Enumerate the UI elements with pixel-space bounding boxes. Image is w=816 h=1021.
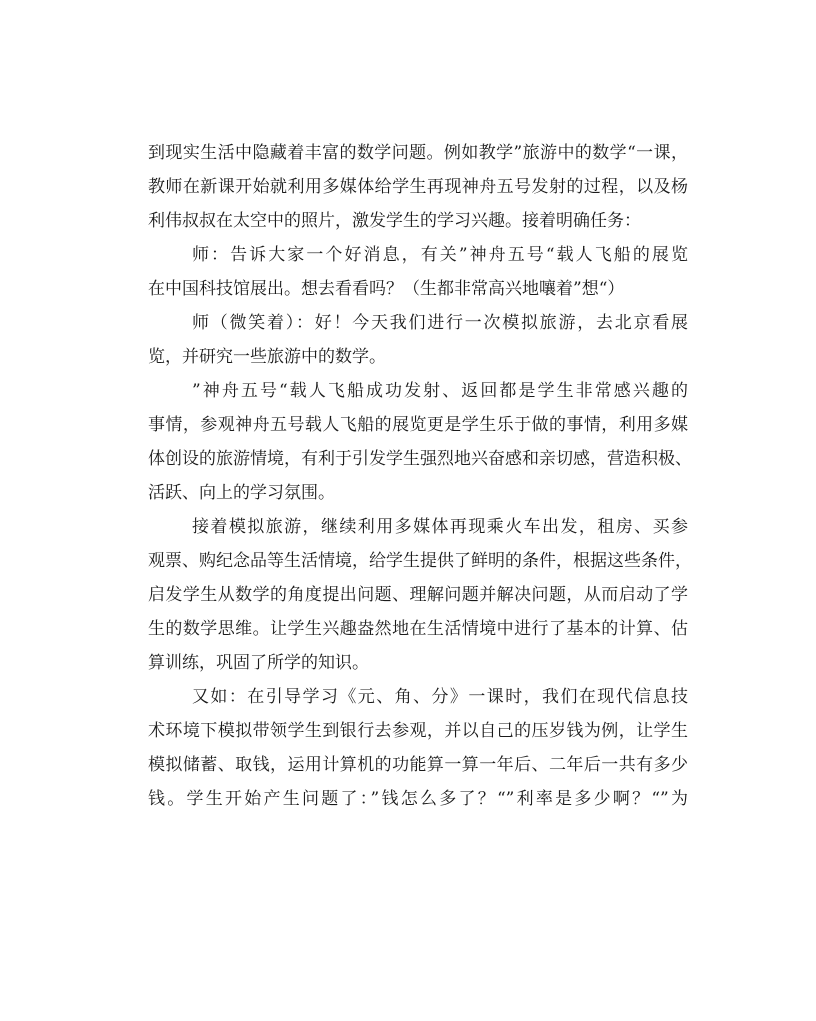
text-line-18: 术环境下模拟带领学生到银行去参观，并以自己的压岁钱为例，让学生 — [148, 721, 688, 741]
text-line-4: 师：告诉大家一个好消息，有关”神舟五号“载人飞船的展览 — [192, 245, 688, 265]
text-line-5: 在中国科技馆展出。想去看看吗？（生都非常高兴地嚷着”想“） — [148, 279, 625, 299]
text-line-19: 模拟储蓄、取钱，运用计算机的功能算一算一年后、二年后一共有多少 — [148, 755, 688, 775]
text-line-11: 活跃、向上的学习氛围。 — [148, 483, 335, 503]
text-line-20: 钱。学生开始产生问题了：”钱怎么多了？“”利率是多少啊？“”为 — [148, 789, 688, 809]
text-line-3: 利伟叔叔在太空中的照片，激发学生的学习兴趣。接着明确任务： — [148, 211, 641, 231]
text-line-1: 到现实生活中隐藏着丰富的数学问题。例如教学”旅游中的数学“一课， — [148, 143, 688, 163]
text-line-7: 览，并研究一些旅游中的数学。 — [148, 347, 386, 367]
text-line-14: 启发学生从数学的角度提出问题、理解问题并解决问题，从而启动了学 — [148, 585, 688, 605]
text-line-13: 观票、购纪念品等生活情境，给学生提供了鲜明的条件，根据这些条件， — [148, 551, 692, 571]
text-line-16: 算训练，巩固了所学的知识。 — [148, 653, 369, 673]
text-line-15: 生的数学思维。让学生兴趣盎然地在生活情境中进行了基本的计算、估 — [148, 619, 688, 639]
text-line-17: 又如：在引导学习《元、角、分》一课时，我们在现代信息技 — [192, 687, 688, 707]
text-line-6: 师（微笑着）：好！今天我们进行一次模拟旅游，去北京看展 — [192, 313, 688, 333]
text-line-10: 体创设的旅游情境，有利于引发学生强烈地兴奋感和亲切感，营造积极、 — [148, 449, 692, 469]
text-line-2: 教师在新课开始就利用多媒体给学生再现神舟五号发射的过程，以及杨 — [148, 177, 688, 197]
text-line-9: 事情，参观神舟五号载人飞船的展览更是学生乐于做的事情，利用多媒 — [148, 415, 688, 435]
text-line-12: 接着模拟旅游，继续利用多媒体再现乘火车出发，租房、买参 — [192, 517, 688, 537]
text-line-8: ”神舟五号“载人飞船成功发射、返回都是学生非常感兴趣的 — [192, 381, 688, 401]
